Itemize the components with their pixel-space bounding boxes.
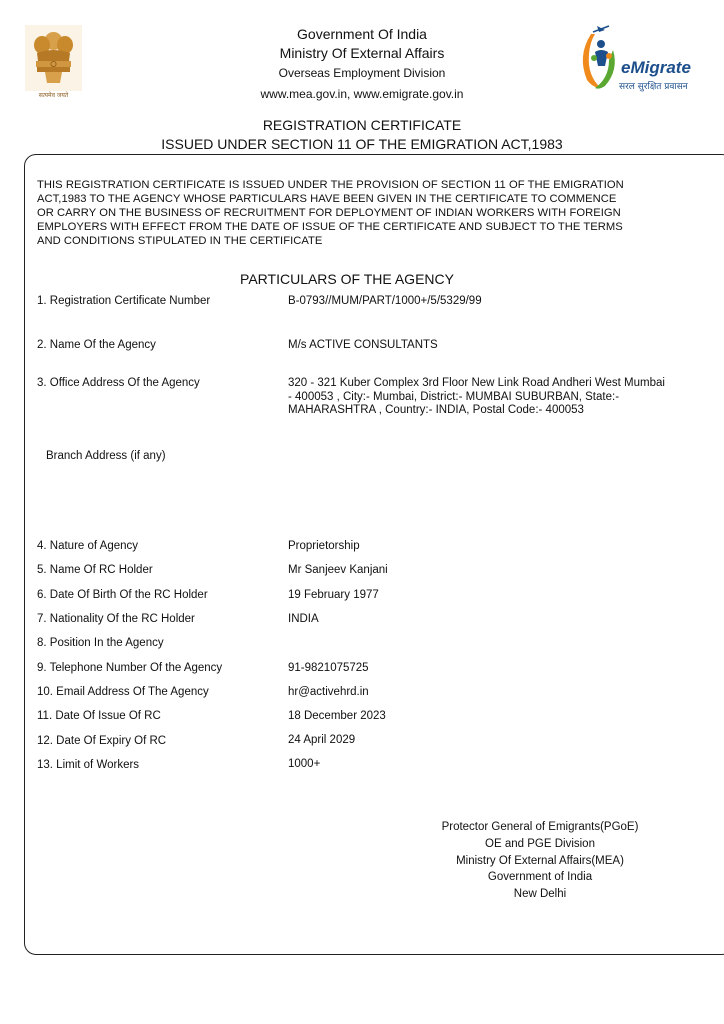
label-rc-holder: 5. Name Of RC Holder: [37, 564, 153, 576]
label-date-of-birth: 6. Date Of Birth Of the RC Holder: [37, 589, 208, 601]
header-government: Government Of India: [297, 26, 427, 42]
signatory-division: OE and PGE Division: [485, 838, 595, 850]
value-line: INDIA: [288, 613, 319, 625]
value-limit-of-workers: [288, 758, 708, 772]
label-limit-of-workers: 13. Limit of Workers: [37, 759, 140, 771]
label-position: 8. Position In the Agency: [37, 637, 164, 649]
value-line: MAHARASHTRA , Country:- INDIA, Postal Code:- 400053: [288, 404, 584, 416]
label-office-address: 3. Office Address Of the Agency: [37, 377, 200, 389]
signatory-government: Government of India: [487, 871, 593, 883]
value-line: 91-9821075725: [288, 662, 369, 674]
label-branch-address: Branch Address (if any): [46, 450, 166, 462]
signatory-title: Protector General of Emigrants(PGoE): [441, 821, 639, 833]
value-nature-of-agency: [288, 540, 708, 554]
logo-tagline: सरल सुरक्षित प्रवासन: [619, 82, 688, 92]
value-line[interactable]: hr@activehrd.in: [288, 686, 369, 698]
certificate-title: REGISTRATION CERTIFICATE: [262, 117, 462, 133]
signatory-city: New Delhi: [513, 888, 567, 900]
value-telephone: [288, 662, 708, 676]
label-nature-of-agency: 4. Nature of Agency: [37, 540, 139, 552]
value-line: Mr Sanjeev Kanjani: [288, 564, 388, 576]
value-date-of-issue: [288, 710, 708, 724]
label-telephone: 9. Telephone Number Of the Agency: [37, 662, 223, 674]
value-line: 1000+: [288, 758, 321, 770]
value-line: - 400053 , City:- Mumbai, District:- MUMBAI SUBURBAN, State:-: [288, 390, 620, 403]
preamble-line: THIS REGISTRATION CERTIFICATE IS ISSUED UNDER THE PROVISION OF SECTION 11 OF THE EMIGRATION: [37, 179, 624, 191]
value-line: 24 April 2029: [288, 734, 356, 746]
label-date-of-expiry: 12. Date Of Expiry Of RC: [37, 735, 167, 747]
label-registration-number: 1. Registration Certificate Number: [37, 295, 211, 307]
certificate-subtitle: ISSUED UNDER SECTION 11 OF THE EMIGRATION ACT,1983: [161, 136, 563, 152]
emigrate-logo: [575, 22, 700, 102]
label-date-of-issue: 11. Date Of Issue Of RC: [37, 710, 161, 722]
signatory-ministry: Ministry Of External Affairs(MEA): [456, 855, 624, 867]
value-agency-name: [288, 339, 708, 353]
value-line: M/s ACTIVE CONSULTANTS: [288, 339, 438, 351]
value-date-of-birth: [288, 589, 708, 603]
emblem-motto: सत्यमेव जयते: [38, 92, 69, 99]
label-email: 10. Email Address Of The Agency: [37, 686, 209, 698]
value-line: B-0793//MUM/PART/1000+/5/5329/99: [288, 295, 482, 307]
value-line: Proprietorship: [288, 540, 360, 552]
value-nationality: [288, 613, 708, 627]
value-office-address: [288, 377, 708, 418]
value-email[interactable]: [288, 686, 708, 700]
preamble-line: AND CONDITIONS STIPULATED IN THE CERTIFICATE: [37, 235, 323, 247]
emigrate-logo-icon: [575, 22, 623, 94]
value-registration-number: [288, 295, 708, 309]
header-division: Overseas Employment Division: [278, 66, 446, 80]
preamble-line: ACT,1983 TO THE AGENCY WHOSE PARTICULARS HAVE BEEN GIVEN IN THE CERTIFICATE TO COMMENCE: [37, 193, 617, 205]
label-agency-name: 2. Name Of the Agency: [37, 339, 156, 351]
logo-name: eMigrate: [621, 58, 691, 77]
header-ministry: Ministry Of External Affairs: [279, 45, 445, 61]
preamble-line: EMPLOYERS WITH EFFECT FROM THE DATE OF ISSUE OF THE CERTIFICATE AND SUBJECT TO THE TERMS: [37, 221, 623, 233]
value-line: 18 December 2023: [288, 710, 386, 722]
header-websites[interactable]: www.mea.gov.in, www.emigrate.gov.in: [260, 87, 464, 101]
value-rc-holder: [288, 564, 708, 578]
preamble-line: OR CARRY ON THE BUSINESS OF RECRUITMENT FOR DEPLOYMENT OF INDIAN WORKERS WITH FOREIGN: [37, 207, 621, 219]
value-line: 19 February 1977: [288, 589, 379, 601]
particulars-heading: PARTICULARS OF THE AGENCY: [240, 271, 454, 287]
value-date-of-expiry: [288, 734, 708, 748]
label-nationality: 7. Nationality Of the RC Holder: [37, 613, 195, 625]
value-line: 320 - 321 Kuber Complex 3rd Floor New Link Road Andheri West Mumbai: [288, 377, 665, 389]
certificate-preamble: [37, 178, 687, 248]
